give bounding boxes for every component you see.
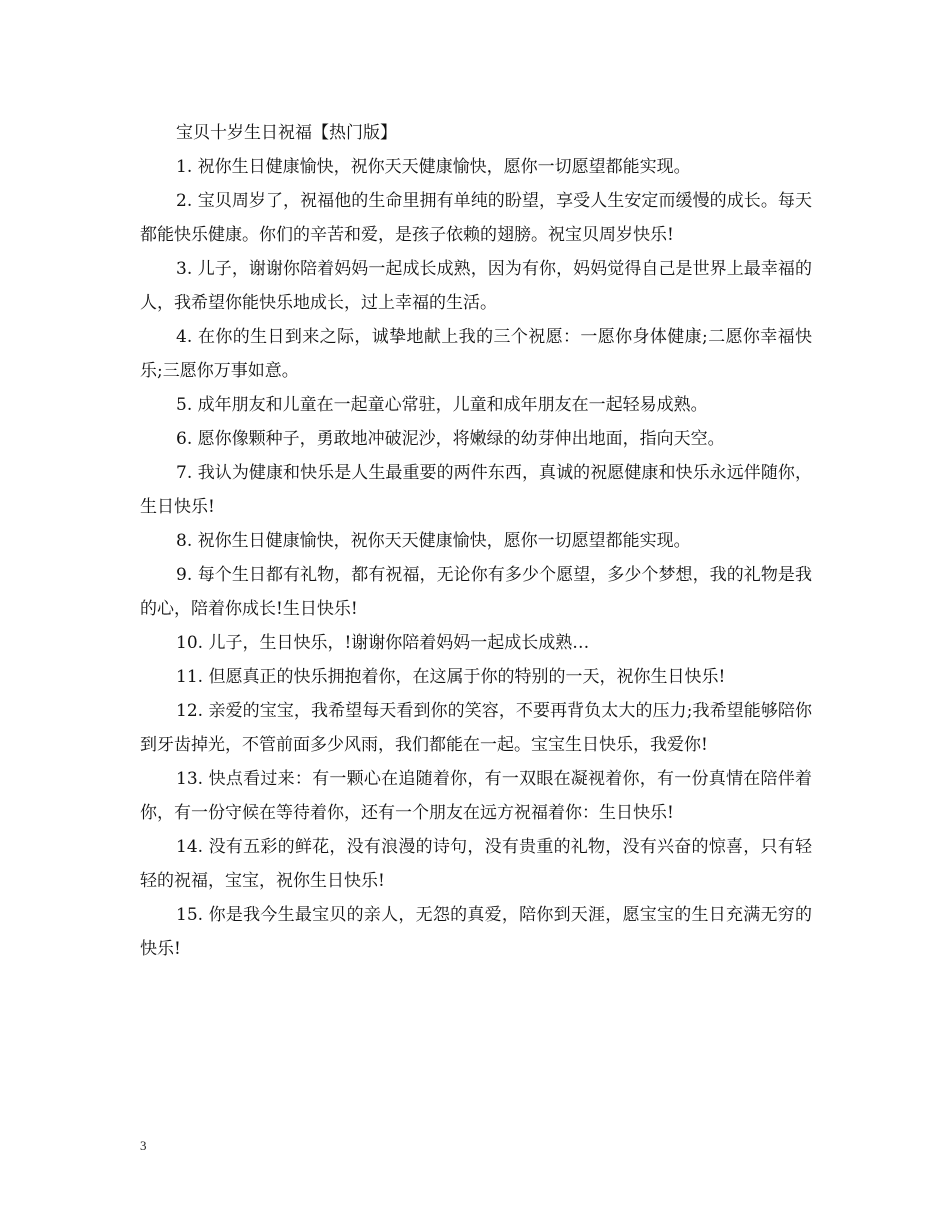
list-item: 8. 祝你生日健康愉快，祝你天天健康愉快，愿你一切愿望都能实现。 [176, 531, 691, 551]
list-item: 14. 没有五彩的鲜花，没有浪漫的诗句，没有贵重的礼物，没有兴奋的惊喜，只有轻轻的祝福，宝宝，祝你生日快乐! [140, 837, 812, 891]
list-item: 7. 我认为健康和快乐是人生最重要的两件东西，真诚的祝愿健康和快乐永远伴随你，生日快乐! [140, 463, 812, 517]
list-item: 1. 祝你生日健康愉快，祝你天天健康愉快，愿你一切愿望都能实现。 [176, 157, 691, 177]
list-item: 4. 在你的生日到来之际，诚挚地献上我的三个祝愿：一愿你身体健康;二愿你幸福快乐;三愿你万事如意。 [140, 327, 812, 381]
list-item: 15. 你是我今生最宝贝的亲人，无怨的真爱，陪你到天涯，愿宝宝的生日充满无穷的快乐! [140, 905, 812, 959]
list-item: 3. 儿子，谢谢你陪着妈妈一起成长成熟，因为有你，妈妈觉得自己是世界上最幸福的人，我希望你能快乐地成长，过上幸福的生活。 [140, 259, 812, 313]
document-body [140, 116, 812, 966]
list-item: 10. 儿子，生日快乐，!谢谢你陪着妈妈一起成长成熟… [176, 633, 590, 653]
list-item: 5. 成年朋友和儿童在一起童心常驻，儿童和成年朋友在一起轻易成熟。 [176, 395, 708, 415]
list-item: 12. 亲爱的宝宝，我希望每天看到你的笑容，不要再背负太大的压力;我希望能够陪你到牙齿掉光，不管前面多少风雨，我们都能在一起。宝宝生日快乐，我爱你! [140, 701, 812, 755]
list-item: 9. 每个生日都有礼物，都有祝福，无论你有多少个愿望，多少个梦想，我的礼物是我的心，陪着你成长!生日快乐! [140, 565, 812, 619]
document-title: 宝贝十岁生日祝福【热门版】 [176, 123, 397, 143]
list-item: 2. 宝贝周岁了，祝福他的生命里拥有单纯的盼望，享受人生安定而缓慢的成长。每天都能快乐健康。你们的辛苦和爱，是孩子依赖的翅膀。祝宝贝周岁快乐! [140, 191, 812, 245]
page-number: 3 [140, 1138, 147, 1153]
list-item: 6. 愿你像颗种子，勇敢地冲破泥沙，将嫩绿的幼芽伸出地面，指向天空。 [176, 429, 725, 449]
list-item: 11. 但愿真正的快乐拥抱着你，在这属于你的特别的一天，祝你生日快乐! [176, 667, 726, 687]
list-item: 13. 快点看过来：有一颗心在追随着你，有一双眼在凝视着你，有一份真情在陪伴着你，有一份守候在等待着你，还有一个朋友在远方祝福着你：生日快乐! [140, 769, 812, 823]
